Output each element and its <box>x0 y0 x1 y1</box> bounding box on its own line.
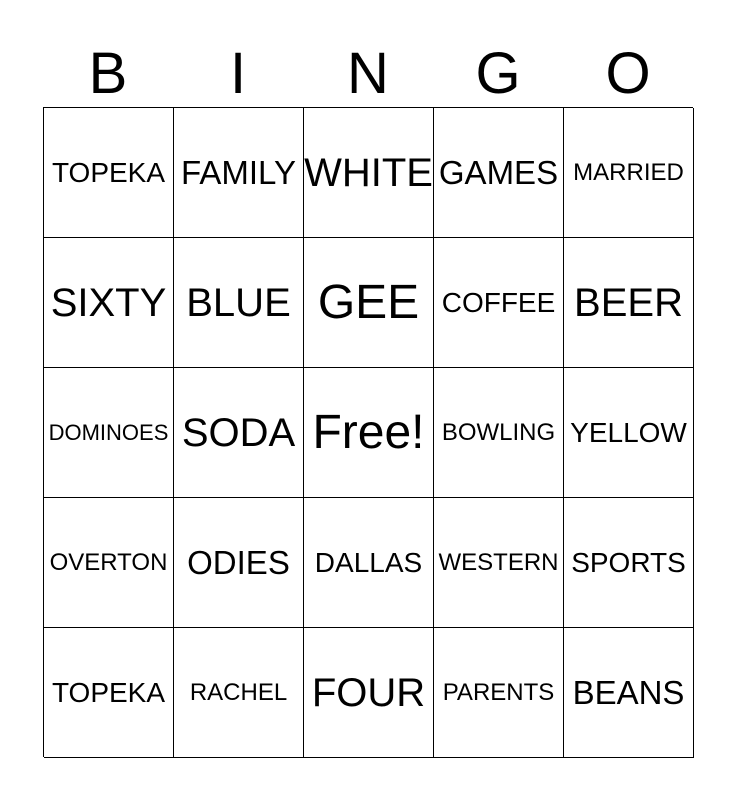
bingo-cell[interactable]: SPORTS <box>564 498 694 628</box>
bingo-cell[interactable]: BEANS <box>564 628 694 758</box>
bingo-cell[interactable]: COFFEE <box>434 238 564 368</box>
bingo-cell[interactable]: TOPEKA <box>44 628 174 758</box>
bingo-cell[interactable]: FOUR <box>304 628 434 758</box>
bingo-free-cell[interactable]: Free! <box>304 368 434 498</box>
bingo-header <box>43 40 693 108</box>
bingo-cell[interactable]: FAMILY <box>174 108 304 238</box>
header-letter-b: B <box>88 41 128 106</box>
bingo-cell[interactable]: TOPEKA <box>44 108 174 238</box>
bingo-cell[interactable]: DALLAS <box>304 498 434 628</box>
bingo-board <box>43 107 693 757</box>
bingo-cell[interactable]: YELLOW <box>564 368 694 498</box>
bingo-cell[interactable]: DOMINOES <box>44 368 174 498</box>
bingo-cell[interactable]: ODIES <box>174 498 304 628</box>
header-letter-g: G <box>475 41 521 106</box>
bingo-cell[interactable]: OVERTON <box>44 498 174 628</box>
bingo-cell[interactable]: WHITE <box>304 108 434 238</box>
bingo-cell[interactable]: SIXTY <box>44 238 174 368</box>
bingo-cell[interactable]: RACHEL <box>174 628 304 758</box>
header-letter-n: N <box>347 41 389 106</box>
bingo-cell[interactable]: BOWLING <box>434 368 564 498</box>
bingo-cell[interactable]: PARENTS <box>434 628 564 758</box>
header-letter-o: O <box>605 41 651 106</box>
bingo-cell[interactable]: GEE <box>304 238 434 368</box>
bingo-cell[interactable]: BEER <box>564 238 694 368</box>
bingo-cell[interactable]: SODA <box>174 368 304 498</box>
bingo-cell[interactable]: BLUE <box>174 238 304 368</box>
bingo-cell[interactable]: GAMES <box>434 108 564 238</box>
bingo-cell[interactable]: MARRIED <box>564 108 694 238</box>
header-letter-i: I <box>229 41 247 106</box>
bingo-cell[interactable]: WESTERN <box>434 498 564 628</box>
